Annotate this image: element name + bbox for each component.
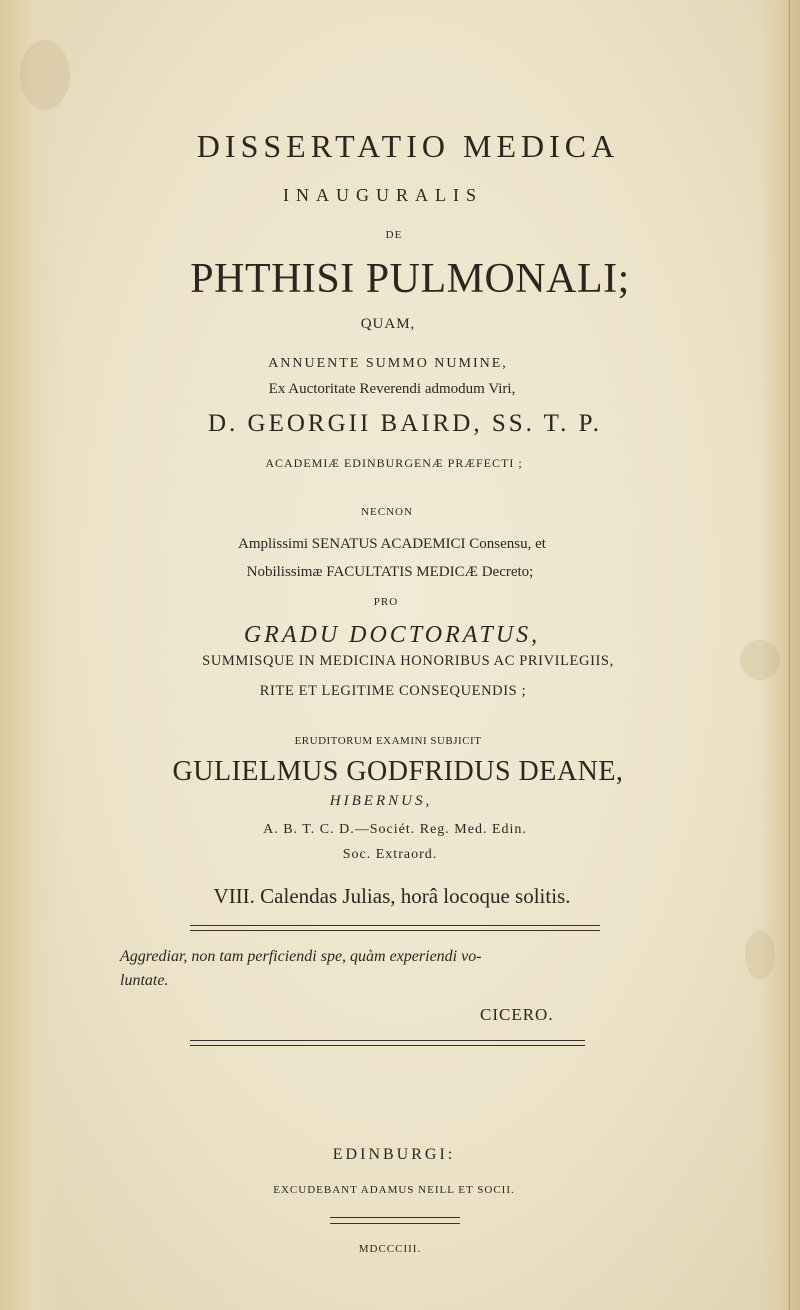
imprint-rule-1 bbox=[330, 1217, 460, 1218]
epigraph-line-1: Aggrediar, non tam perficiendi spe, quàm experiendi vo- bbox=[120, 948, 482, 965]
author-name: GULIELMUS GODFRIDUS DEANE, bbox=[172, 756, 624, 787]
title-subject: PHTHISI PULMONALI; bbox=[190, 256, 630, 302]
title-auctoritate: Ex Auctoritate Reverendi admodum Viri, bbox=[268, 381, 516, 397]
paper-stain bbox=[745, 930, 775, 980]
title-inauguralis: INAUGURALIS bbox=[283, 185, 483, 205]
epigraph-attribution: CICERO. bbox=[480, 1005, 554, 1024]
author-origin: HIBERNUS, bbox=[329, 793, 433, 809]
imprint-printer: EXCUDEBANT ADAMUS NEILL ET SOCII. bbox=[273, 1184, 515, 1196]
bottom-rule-thin bbox=[190, 1045, 585, 1046]
title-summisque: SUMMISQUE IN MEDICINA HONORIBUS AC PRIVILEGIIS, bbox=[202, 653, 614, 669]
title-quam: QUAM, bbox=[360, 316, 416, 332]
top-rule-thin bbox=[190, 930, 600, 931]
title-senatus: Amplissimi SENATUS ACADEMICI Consensu, et bbox=[238, 536, 546, 552]
defense-date: VIII. Calendas Julias, horâ locoque solitis. bbox=[213, 884, 571, 908]
title-de: DE bbox=[385, 229, 403, 241]
author-eruditorum: ERUDITORUM EXAMINI SUBJICIT bbox=[294, 735, 482, 747]
author-degrees: A. B. T. C. D.—Sociét. Reg. Med. Edin. bbox=[263, 822, 527, 837]
title-pro: PRO bbox=[373, 596, 399, 608]
title-facultatis: Nobilissimæ FACULTATIS MEDICÆ Decreto; bbox=[246, 564, 534, 580]
title-academiae: ACADEMIÆ EDINBURGENÆ PRÆFECTI ; bbox=[265, 456, 523, 470]
title-necnon: NECNON bbox=[361, 506, 413, 518]
author-society: Soc. Extraord. bbox=[342, 847, 438, 862]
bottom-rule bbox=[190, 1040, 585, 1041]
imprint-city: EDINBURGI: bbox=[332, 1146, 456, 1163]
title-annuente: ANNUENTE SUMMO NUMINE, bbox=[268, 356, 508, 371]
title-gradu: GRADU DOCTORATUS, bbox=[243, 622, 541, 648]
epigraph-line-2: luntate. bbox=[120, 972, 169, 989]
title-rite: RITE ET LEGITIME CONSEQUENDIS ; bbox=[259, 683, 527, 699]
imprint-rule-2 bbox=[330, 1223, 460, 1224]
title-baird: D. GEORGII BAIRD, SS. T. P. bbox=[207, 410, 602, 437]
epigraph-quote bbox=[120, 945, 610, 993]
title-dissertatio: DISSERTATIO MEDICA bbox=[196, 128, 620, 164]
top-rule bbox=[190, 925, 600, 926]
paper-stain bbox=[20, 40, 70, 110]
imprint-year: MDCCCIII. bbox=[358, 1243, 422, 1255]
